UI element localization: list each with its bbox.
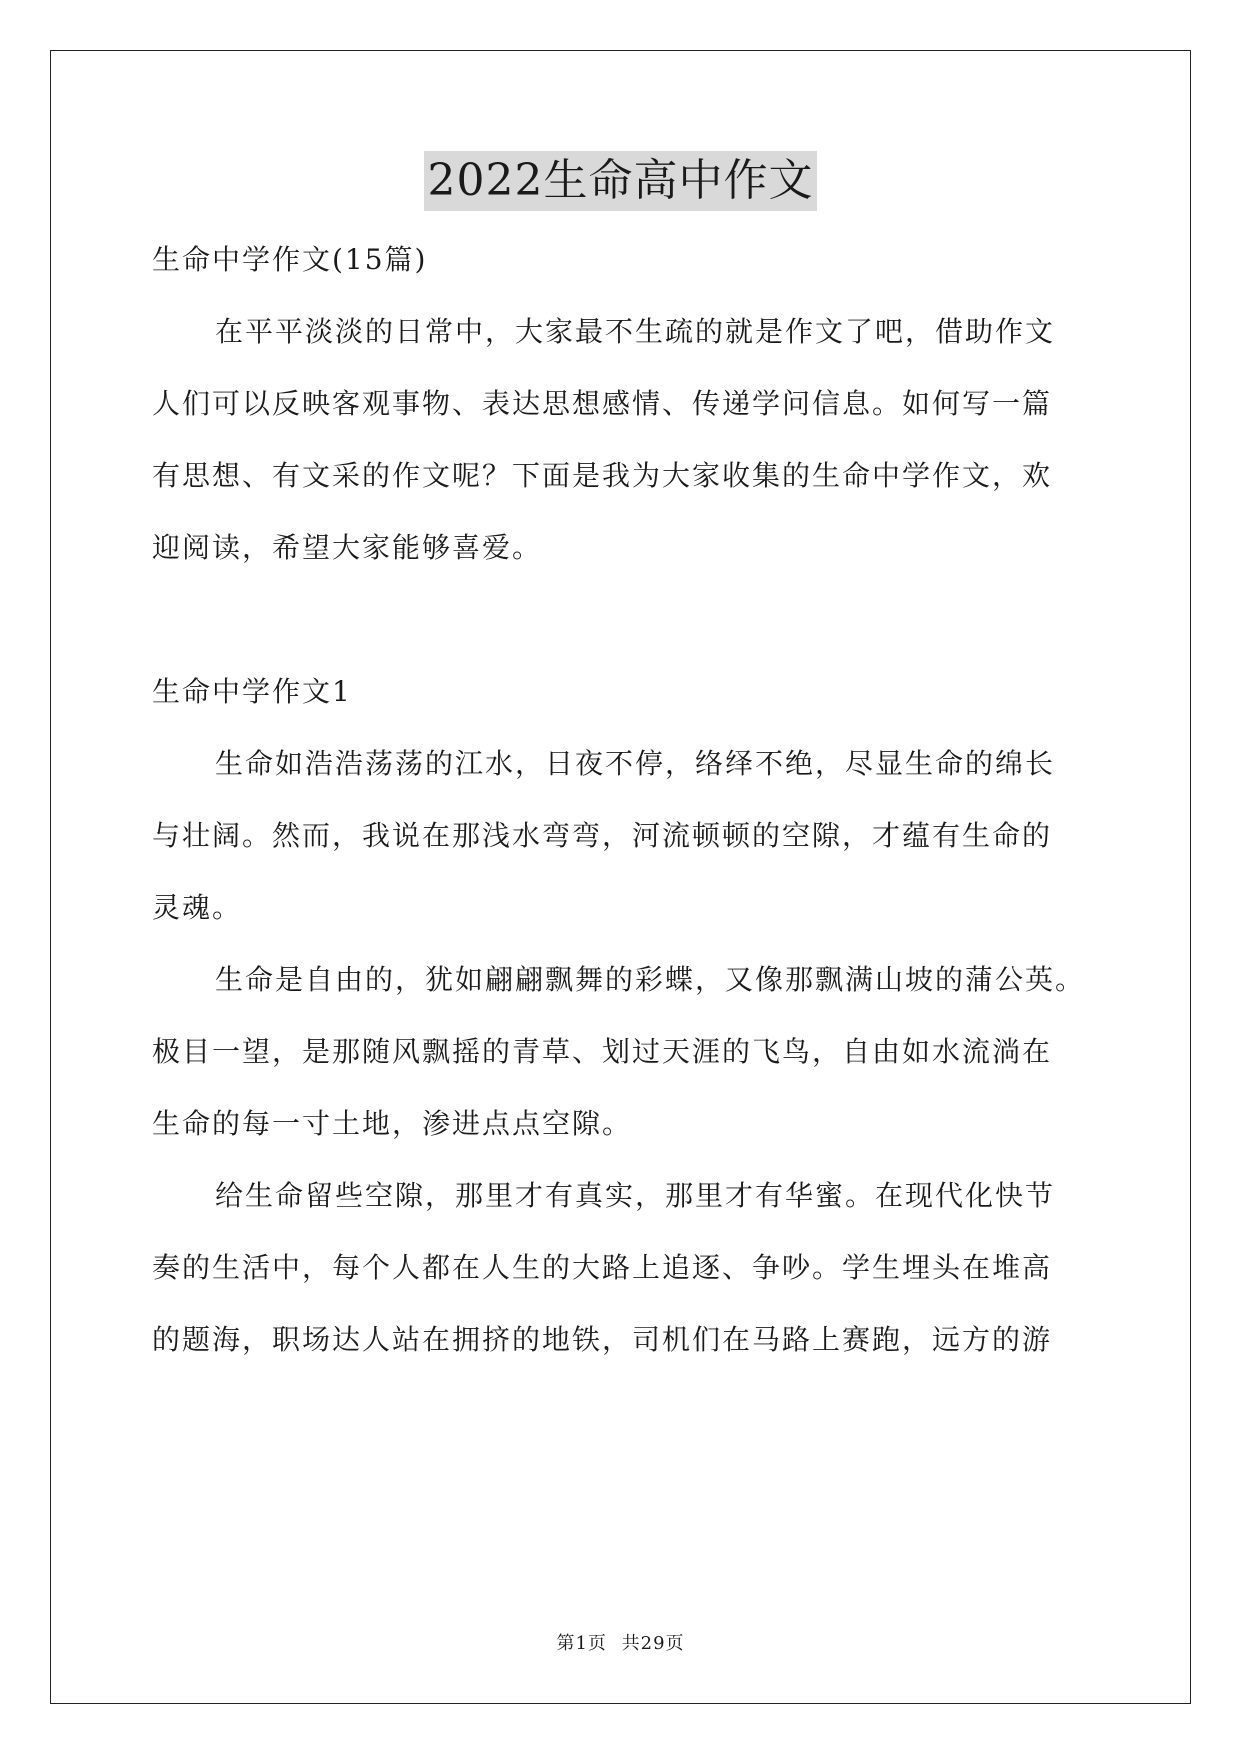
paragraph-line: 极目一望，是那随风飘摇的青草、划过天涯的飞鸟，自由如水流淌在	[152, 1035, 1053, 1068]
title-container	[0, 151, 1241, 211]
paragraph-line: 生命如浩浩荡荡的江水，日夜不停，络绎不绝，尽显生命的绵长	[215, 747, 1056, 780]
paragraph-line: 生命是自由的，犹如翩翩飘舞的彩蝶，又像那飘满山坡的蒲公英。	[215, 963, 1086, 996]
paragraph-line: 人们可以反映客观事物、表达思想感情、传递学问信息。如何写一篇	[152, 387, 1053, 420]
paragraph-line: 在平平淡淡的日常中，大家最不生疏的就是作文了吧，借助作文	[215, 315, 1056, 348]
subtitle-line: 生命中学作文(15篇)	[152, 243, 428, 276]
page-border	[50, 50, 1191, 1704]
page-number: 第1页	[556, 1633, 607, 1654]
paragraph-line: 灵魂。	[152, 891, 243, 924]
page-footer	[0, 1632, 1241, 1656]
paragraph-line: 的题海，职场达人站在拥挤的地铁，司机们在马路上赛跑，远方的游	[152, 1323, 1053, 1356]
paragraph-line: 有思想、有文采的作文呢？下面是我为大家收集的生命中学作文，欢	[152, 459, 1053, 492]
paragraph-line: 奏的生活中，每个人都在人生的大路上追逐、争吵。学生埋头在堆高	[152, 1251, 1053, 1284]
paragraph-line: 给生命留些空隙，那里才有真实，那里才有华蜜。在现代化快节	[215, 1179, 1056, 1212]
paragraph-line: 迎阅读，希望大家能够喜爱。	[152, 531, 543, 564]
page-total: 共29页	[621, 1633, 685, 1654]
section-heading: 生命中学作文1	[152, 675, 352, 708]
document-title: 2022生命高中作文	[424, 151, 818, 211]
paragraph-line: 生命的每一寸土地，渗进点点空隙。	[152, 1107, 633, 1140]
paragraph-line: 与壮阔。然而，我说在那浅水弯弯，河流顿顿的空隙，才蕴有生命的	[152, 819, 1053, 852]
